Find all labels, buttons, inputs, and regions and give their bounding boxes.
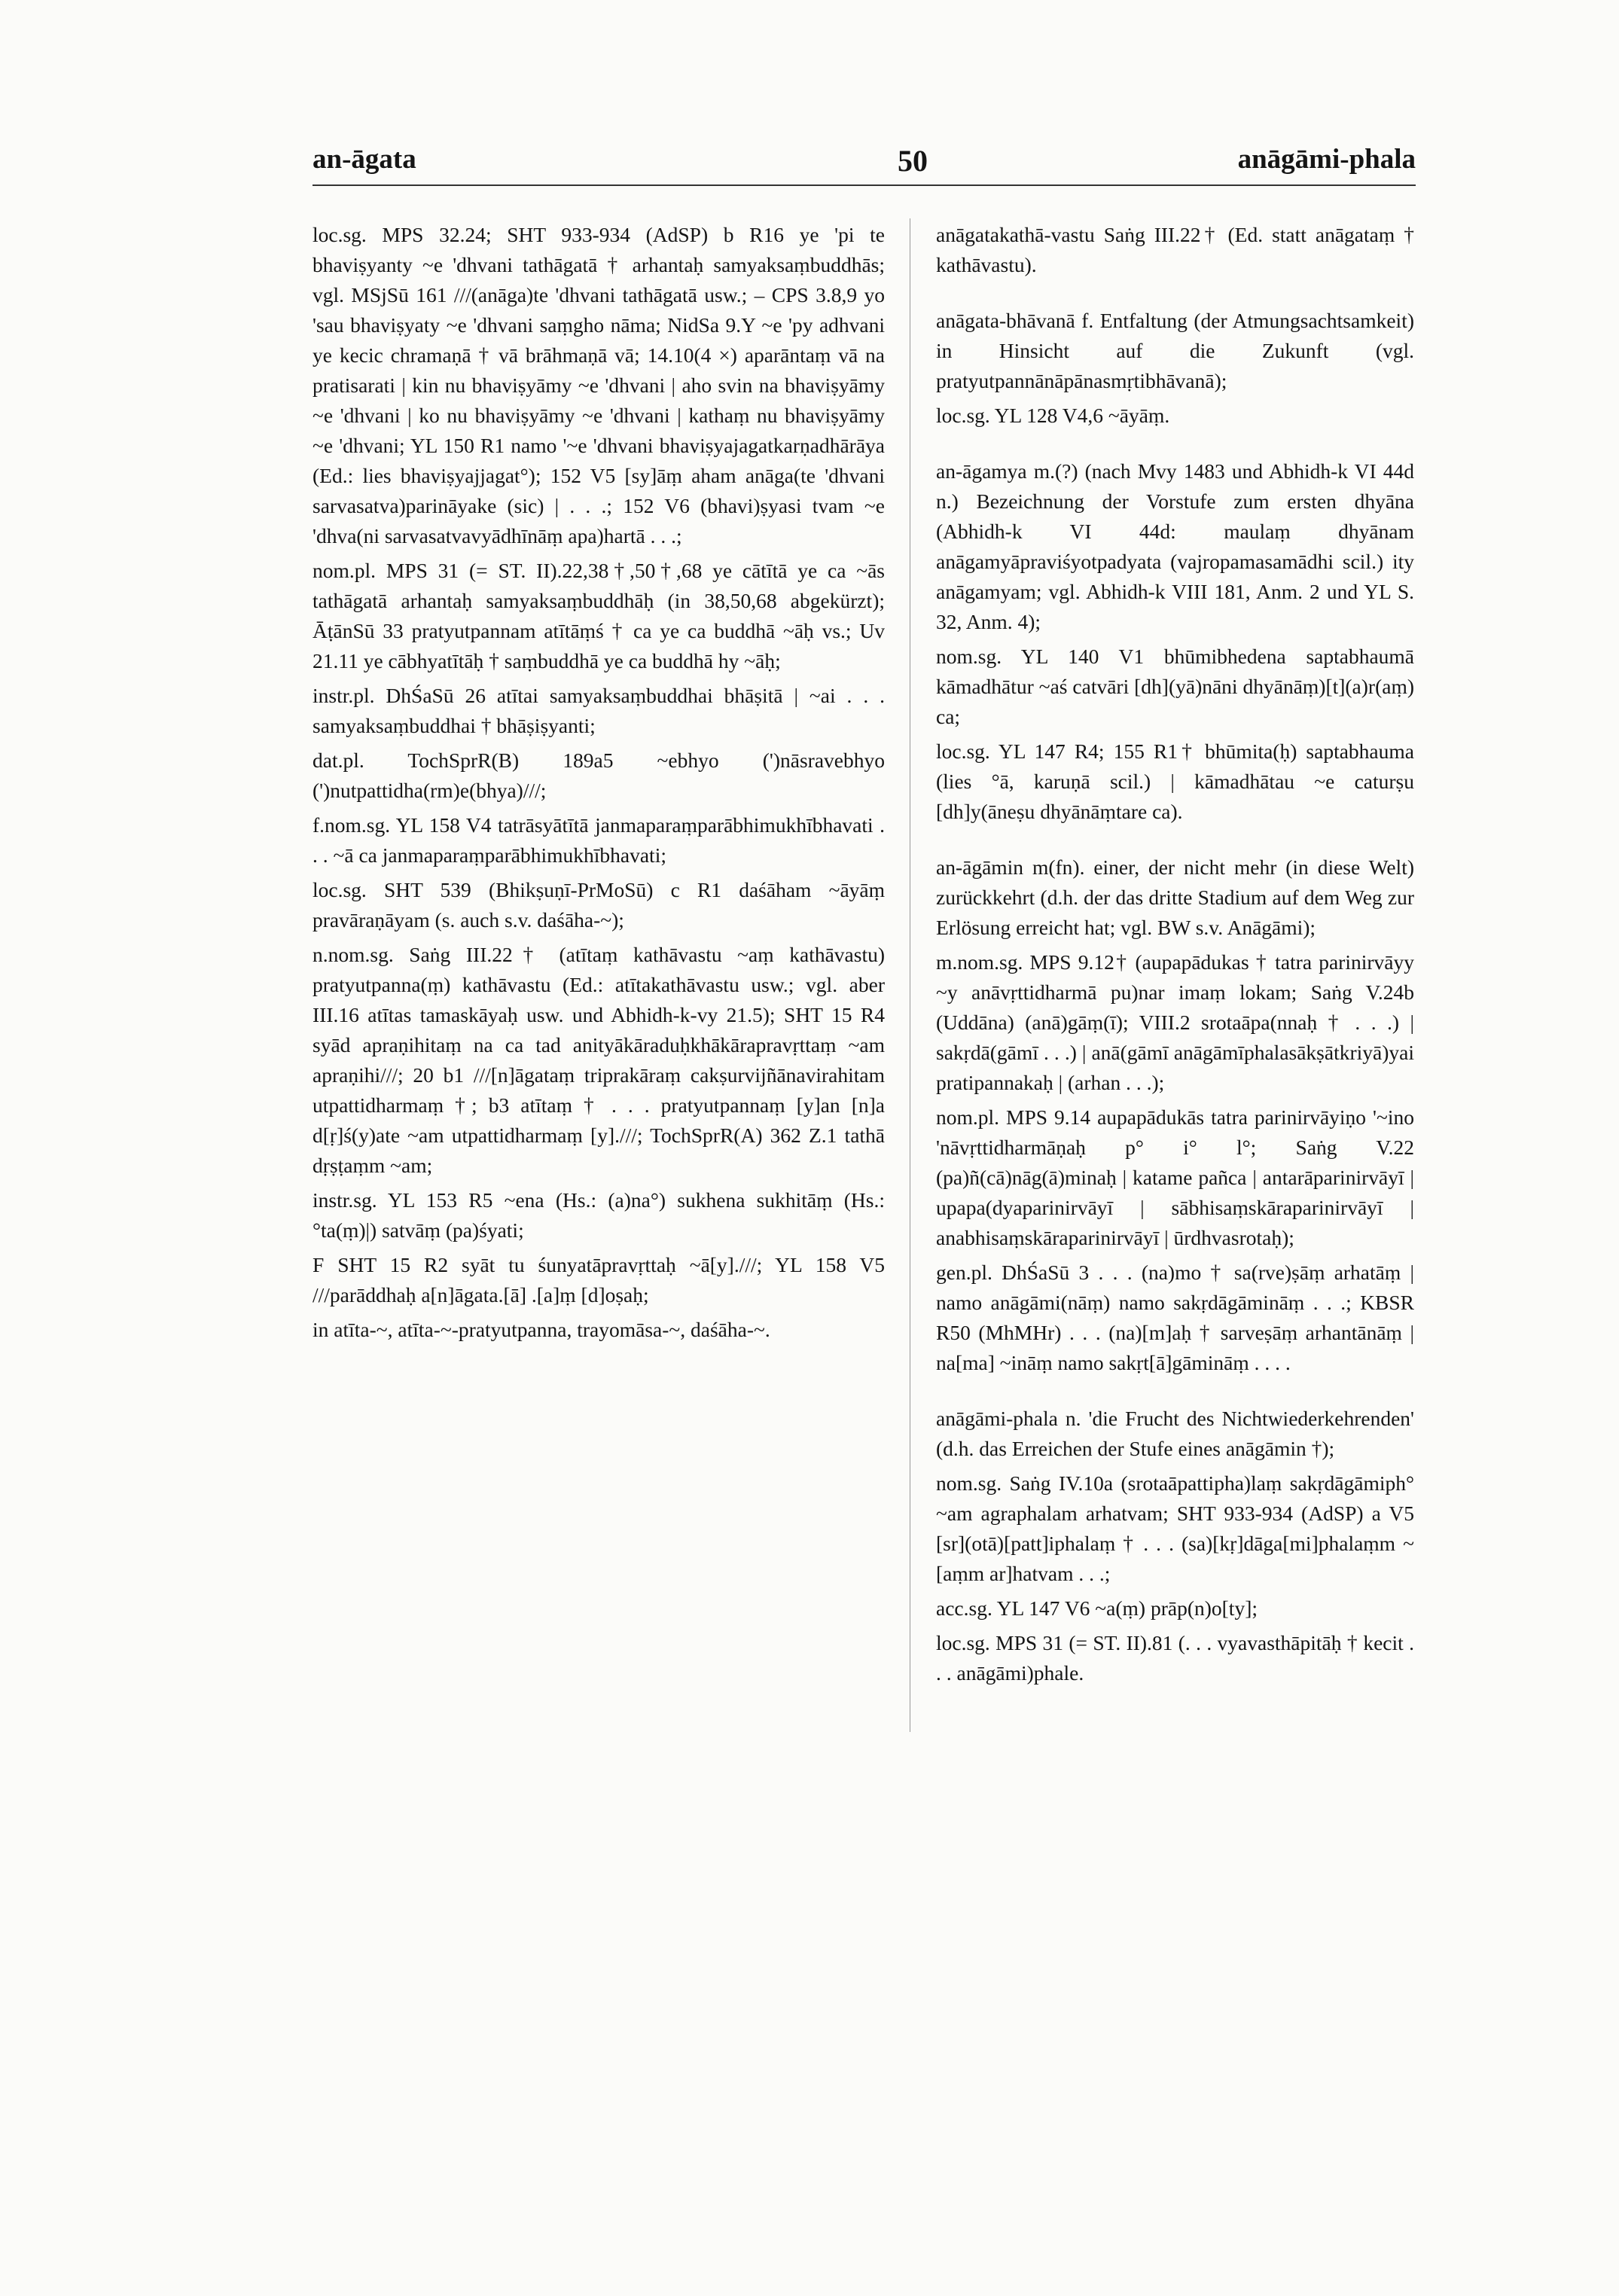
entry-paragraph: nom.pl. MPS 31 (= ST. II).22,38†,50†,68 ye cātītā ye ca ~ās tathāgatā arhantaḥ samyaksaṃbuddhāḥ (in 38,50,68 abgekürzt); ĀṭānSū 33 pratyutpannam atītāṃś † ca ye ca buddhā ~āḥ vs.; Uv 21.11 ye cābhyatītāḥ † saṃbuddhā ye ca buddhā hy ~āḥ;: [313, 559, 885, 672]
entry-headword-paragraph: an-āgamya m.(?) (nach Mvy 1483 und Abhidh-k VI 44d n.) Bezeichnung der Vorstufe zum ersten dhyāna (Abhidh-k VI 44d: maulaṃ dhyānam anāgamyāpraviśyotpadyata (vajropamasamādhi scil.) ity anāgamyam; vgl. Abhidh-k VIII 181, Anm. 2 und YL S. 32, Anm. 4);: [936, 459, 1414, 633]
entry-paragraph: dat.pl. TochSprR(B) 189a5 ~ebhyo (')nāsravebhyo (')nutpattidha(rm)e(bhya)///;: [313, 749, 885, 802]
right-column: [936, 220, 1414, 1688]
entry-paragraph: in atīta-~, atīta-~-pratyutpanna, trayomāsa-~, daśāha-~.: [313, 1318, 770, 1341]
entry-paragraph: nom.sg. YL 140 V1 bhūmibhedena saptabhaumā kāmadhātur ~aś catvāri [dh](yā)nāni dhyānāṃ)[t](a)r(aṃ) ca;: [936, 645, 1414, 728]
entry-paragraph: m.nom.sg. MPS 9.12† (aupapādukas † tatra parinirvāyy ~y anāvṛttidharmā pu)nar imaṃ lokam; Saṅg V.24b (Uddāna) (anā)gāṃ(ī); VIII.2 srotaāpa(nnaḥ † . . .) | sakṛdā(gāmī . . .) | anā(gāmī anāgāmīphalasākṣātkriyā)yai pratipannakaḥ | (arhan . . .);: [936, 950, 1414, 1094]
running-head-right: anāgāmi-phala: [1237, 144, 1416, 175]
entry-paragraph: loc.sg. YL 147 R4; 155 R1† bhūmita(ḥ) saptabhauma (lies °ā, karuṇā scil.) | kāmadhātau ~e caturṣu [dh]y(āneṣu dhyānāṃtare ca).: [936, 739, 1414, 823]
entry-paragraph: gen.pl. DhŚaSū 3 . . . (na)mo † sa(rve)ṣāṃ arhatāṃ | namo anāgāmi(nāṃ) namo sakṛdāgāmināṃ . . .; KBSR R50 (MhMHr) . . . (na)[m]aḥ † sarveṣāṃ arhantānāṃ | na[ma] ~ināṃ namo sakṛt[ā]gāmināṃ . . . .: [936, 1261, 1414, 1374]
entry-paragraph: instr.pl. DhŚaSū 26 atītai samyaksaṃbuddhai bhāṣitā | ~ai . . . samyaksaṃbuddhai † bhāṣiṣyanti;: [313, 684, 885, 737]
left-column: [313, 220, 885, 1345]
entry-paragraph: loc.sg. MPS 32.24; SHT 933-934 (AdSP) b R16 ye 'pi te bhaviṣyanty ~e 'dhvani tathāgatā † arhantaḥ samyaksaṃbuddhās; vgl. MSjSū 161 ///(anāga)te 'dhvani tathāgatā usw.; – CPS 3.8,9 yo 'sau bhaviṣyaty ~e 'dhvani saṃgho nāma; NidSa 9.Y ~e 'py adhvani ye kecic chramaṇā † vā brāhmaṇā vā; 14.10(4 ×) aparāntaṃ vā na pratisarati | kin nu bhaviṣyāmy ~e 'dhvani | aho svin na bhaviṣyāmy ~e 'dhvani | ko nu bhaviṣyāmy ~e 'dhvani | kathaṃ nu bhaviṣyāmy ~e 'dhvani; YL 150 R1 namo '~e 'dhvani bhaviṣyajagatkarṇadhārāya (Ed.: lies bhaviṣyajjagat°); 152 V5 [sy]āṃ aham anāga(te 'dhvani sarvasatva)parināyake (sic) | . . .; 152 V6 (bhavi)ṣyasi tvam ~e 'dhva(ni sarvasatvavyādhīnāṃ apa)hartā . . .;: [313, 223, 885, 547]
entry-headword-paragraph: anāgāmi-phala n. 'die Frucht des Nichtwiederkehrenden' (d.h. das Erreichen der Stufe eines anāgāmin †);: [936, 1407, 1414, 1460]
running-head-left: an-āgata: [313, 144, 416, 175]
entry-paragraph: acc.sg. YL 147 V6 ~a(ṃ) prāp(n)o[ty];: [936, 1596, 1258, 1620]
page-number: 50: [898, 144, 928, 178]
entry-paragraph: nom.pl. MPS 9.14 aupapādukās tatra parinirvāyiṇo '~ino 'nāvṛttidharmāṇaḥ p° i° l°; Saṅg V.22 (pa)ñ(cā)nāg(ā)minaḥ | katame pañca | antarāparinirvāyī | upapa(dyaparinirvāyī | sābhisaṃskāraparinirvāyī | anabhisaṃskāraparinirvāyī | ūrdhvasrotaḥ);: [936, 1105, 1414, 1249]
entry-paragraph: nom.sg. Saṅg IV.10a (srotaāpattipha)laṃ sakṛdāgāmiph° ~am agraphalam arhatvam; SHT 933-934 (AdSP) a V5 [sr](otā)[patt]iphalaṃ † . . . (sa)[kṛ]dāga[mi]phalaṃm ~[aṃm ar]hatvam . . .;: [936, 1471, 1414, 1585]
entry-paragraph: loc.sg. MPS 31 (= ST. II).81 (. . . vyavasthāpitāḥ † kecit . . . anāgāmi)phale.: [936, 1631, 1414, 1685]
entry-paragraph: F SHT 15 R2 syāt tu śunyatāpravṛttaḥ ~ā[y].///; YL 158 V5 ///parāddhaḥ a[n]āgata.[ā] .[a]ṃ [d]oṣaḥ;: [313, 1253, 885, 1307]
entry-paragraph: n.nom.sg. Saṅg III.22† (atītaṃ kathāvastu ~aṃ kathāvastu) pratyutpanna(ṃ) kathāvastu (Ed.: atītakathāvastu usw.; vgl. aber III.16 atītas tamaskāyaḥ usw. und Abhidh-k-vy 21.5); SHT 15 R4 syād apraṇihitaṃ na ca tad anityākāraduḥkhākārapravṛttaṃ ~am apraṇihi///; 20 b1 ///[n]āgataṃ triprakāraṃ cakṣurvijñānavirahitam utpattidharmaṃ †; b3 atītaṃ † . . . pratyutpannaṃ [y]an [n]a d[ṛ]ś(y)ate ~am utpattidharmaṃ [y].///; TochSprR(A) 362 Z.1 tathā dṛṣṭaṃm ~am;: [313, 943, 885, 1177]
entry-headword-paragraph: anāgatakathā-vastu Saṅg III.22† (Ed. statt anāgataṃ † kathāvastu).: [936, 223, 1414, 276]
entry-paragraph: loc.sg. SHT 539 (Bhikṣuṇī-PrMoSū) c R1 daśāham ~āyāṃ pravāraṇāyam (s. auch s.v. daśāha-~);: [313, 878, 885, 932]
entry-paragraph: instr.sg. YL 153 R5 ~ena (Hs.: (a)na°) sukhena sukhitāṃ (Hs.: °ta(ṃ)|) satvāṃ (pa)śyati;: [313, 1188, 885, 1242]
entry-headword-paragraph: anāgata-bhāvanā f. Entfaltung (der Atmungsachtsamkeit) in Hinsicht auf die Zukunft (vgl. pratyutpannānāpānasmṛtibhāvanā);: [936, 309, 1414, 392]
header-rule: [313, 184, 1416, 186]
entry-headword-paragraph: an-āgāmin m(fn). einer, der nicht mehr (in diese Welt) zurückkehrt (d.h. der das dritte Stadium auf dem Weg zur Erlösung erreicht hat; vgl. BW s.v. Anāgāmi);: [936, 855, 1414, 939]
entry-paragraph: loc.sg. YL 128 V4,6 ~āyāṃ.: [936, 404, 1170, 427]
entry-paragraph: f.nom.sg. YL 158 V4 tatrāsyātītā janmaparaṃparābhimukhībhavati . . . ~ā ca janmaparaṃparābhimukhībhavati;: [313, 813, 885, 867]
